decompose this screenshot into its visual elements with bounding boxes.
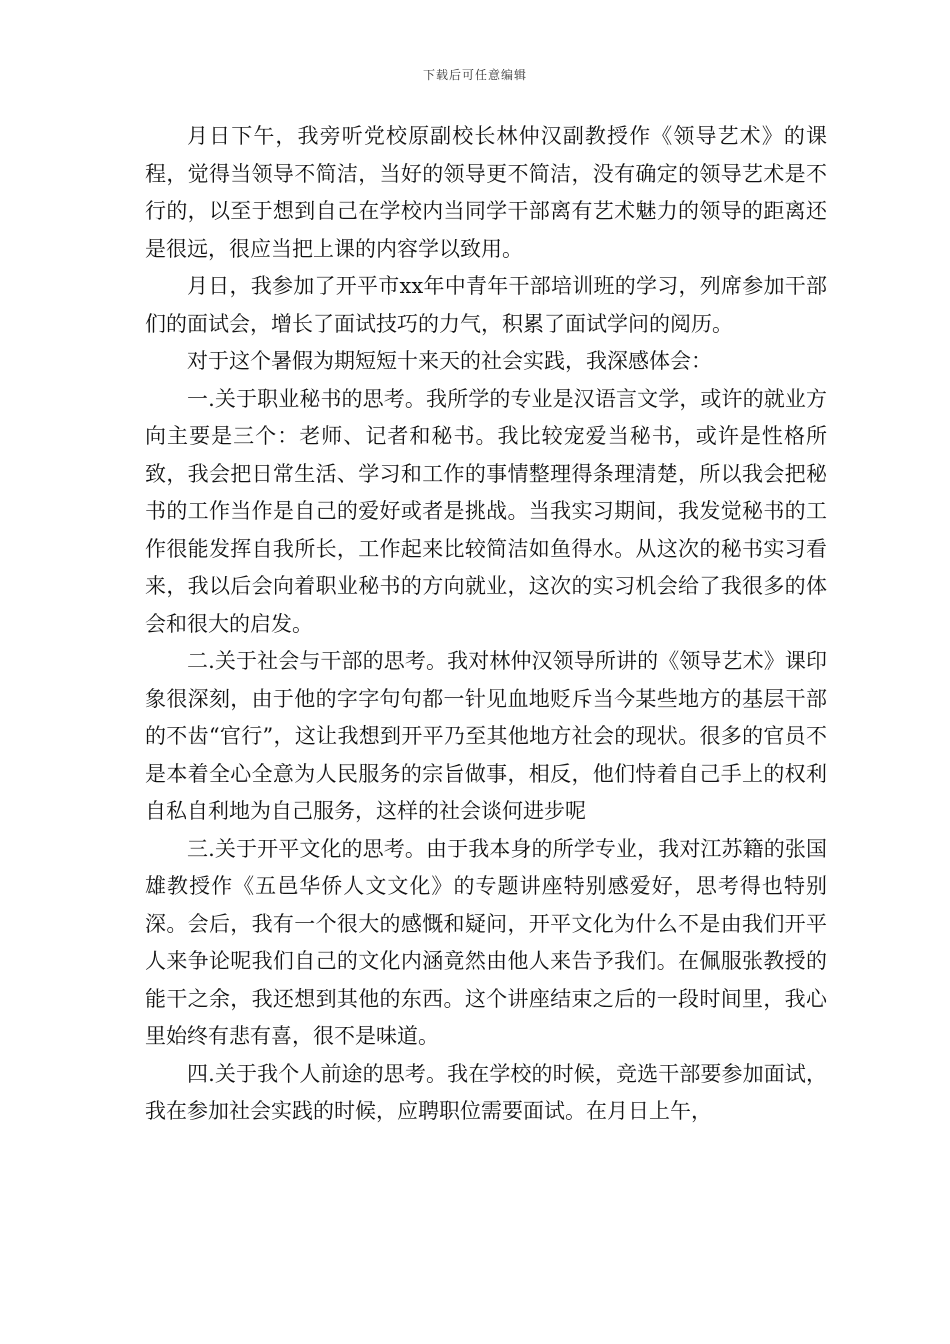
paragraph-6: 三.关于开平文化的思考。由于我本身的所学专业，我对江苏籍的张国雄教授作《五邑华侨人文文化》的专题讲座特别感爱好，思考得也特别深。会后，我有一个很大的感慨和疑问，开平文化为什么不是由我们开平人来争论呢我们自己的文化内涵竟然由他人来告予我们。在佩服张教授的能干之余，我还想到其他的东西。这个讲座结束之后的一段时间里，我心里始终有悲有喜，很不是味道。 <box>145 836 827 1048</box>
paragraph-2: 月日，我参加了开平市xx年中青年干部培训班的学习，列席参加干部们的面试会，增长了面试技巧的力气，积累了面试学问的阅历。 <box>145 274 827 336</box>
page-header: 下载后可任意编辑 <box>422 68 527 82</box>
paragraph-3: 对于这个暑假为期短短十来天的社会实践，我深感体会： <box>187 349 712 373</box>
document-body <box>145 118 827 1131</box>
paragraph-4: 一.关于职业秘书的思考。我所学的专业是汉语言文学，或许的就业方向主要是三个：老师、记者和秘书。我比较宠爱当秘书，或许是性格所致，我会把日常生活、学习和工作的事情整理得条理清楚，所以我会把秘书的工作当作是自己的爱好或者是挑战。当我实习期间，我发觉秘书的工作很能发挥自我所长，工作起来比较简洁如鱼得水。从这次的秘书实习看来，我以后会向着职业秘书的方向就业，这次的实习机会给了我很多的体会和很大的启发。 <box>145 386 827 636</box>
paragraph-1: 月日下午，我旁听党校原副校长林仲汉副教授作《领导艺术》的课程，觉得当领导不简洁，当好的领导更不简洁，没有确定的领导艺术是不行的，以至于想到自己在学校内当同学干部离有艺术魅力的领导的距离还是很远，很应当把上课的内容学以致用。 <box>145 124 827 261</box>
paragraph-7: 四.关于我个人前途的思考。我在学校的时候，竞选干部要参加面试，我在参加社会实践的时候，应聘职位需要面试。在月日上午， <box>145 1061 827 1123</box>
paragraph-5: 二.关于社会与干部的思考。我对林仲汉领导所讲的《领导艺术》课印象很深刻，由于他的字字句句都一针见血地贬斥当今某些地方的基层干部的不齿“官行”，这让我想到开平乃至其他地方社会的现状。很多的官员不是本着全心全意为人民服务的宗旨做事，相反，他们恃着自己手上的权利自私自利地为自己服务，这样的社会谈何进步呢 <box>145 649 827 823</box>
